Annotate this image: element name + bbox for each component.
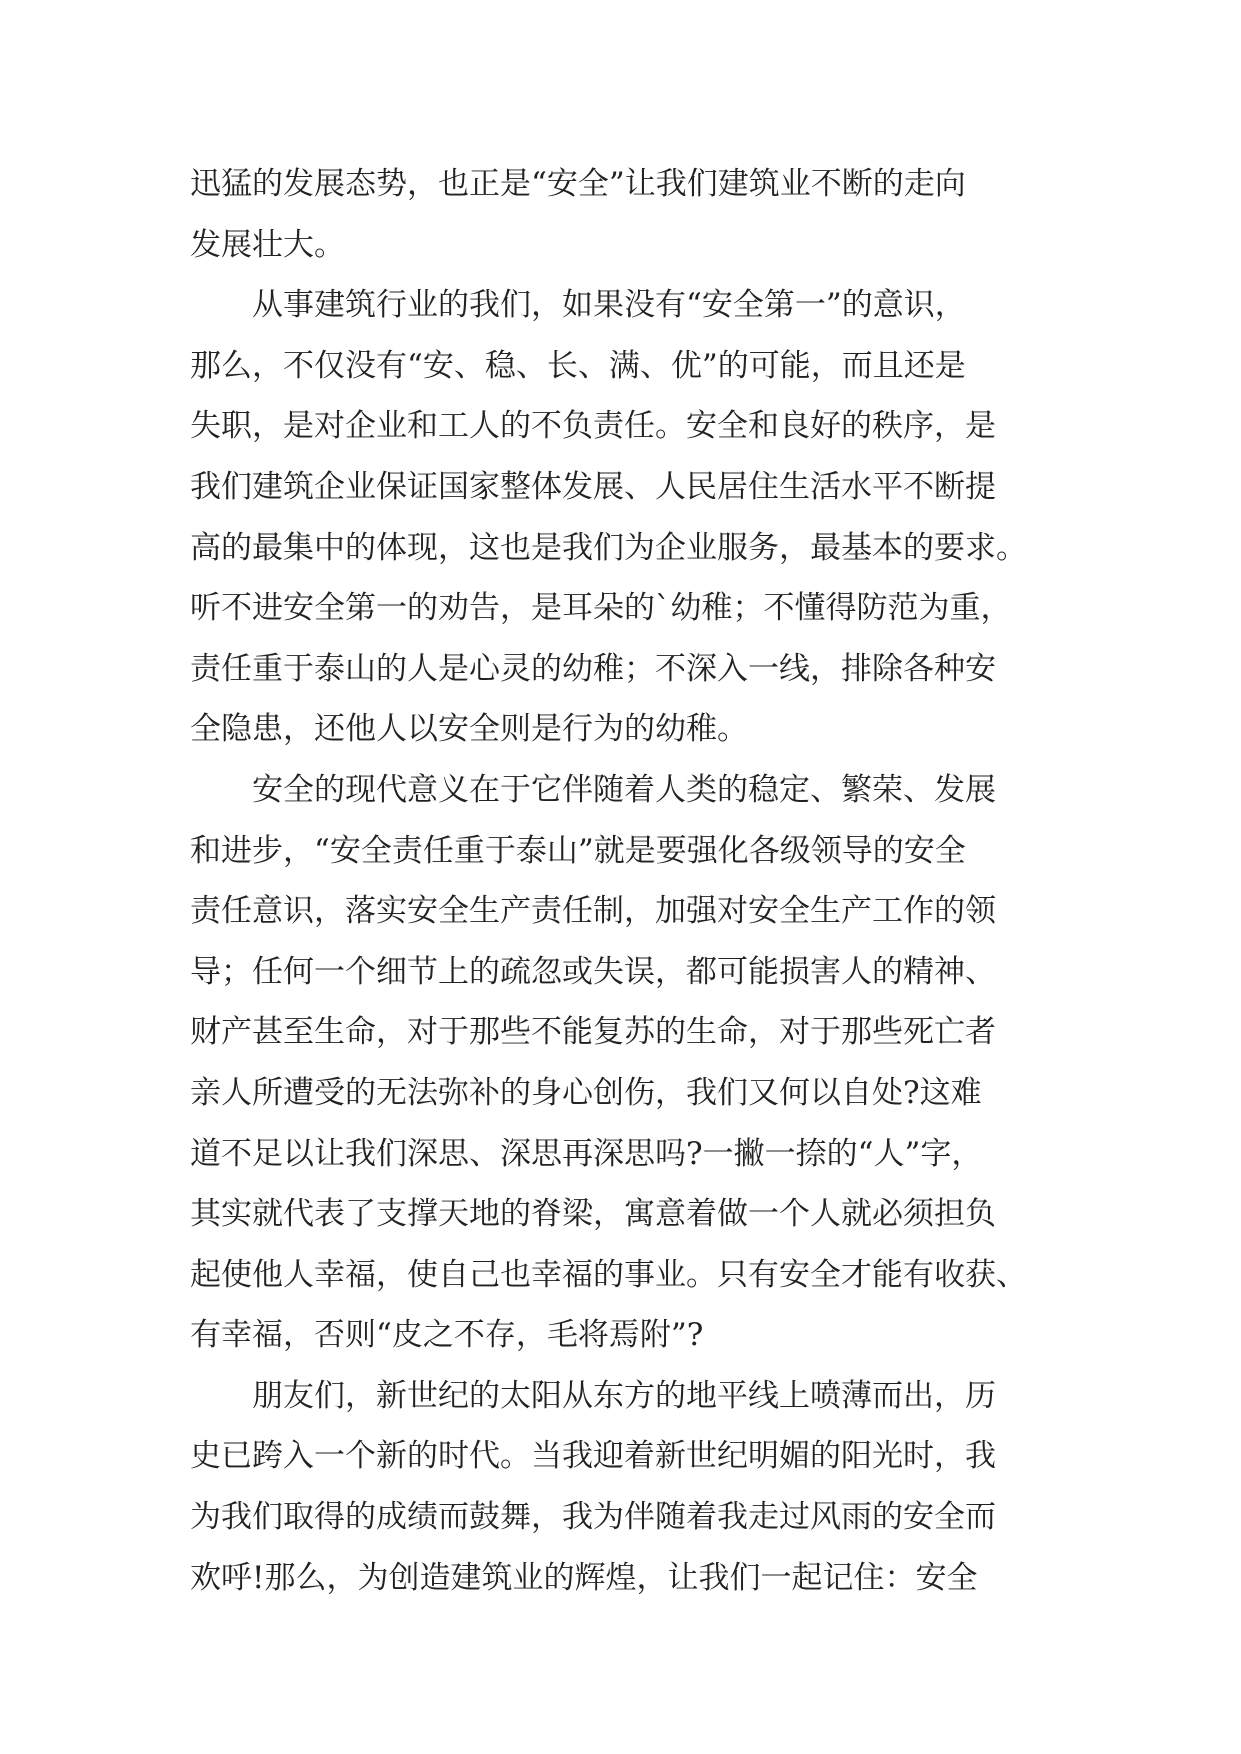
text-line: 和进步，“安全责任重于泰山”就是要强化各级领导的安全 bbox=[190, 832, 966, 869]
text-line: 财产甚至生命，对于那些不能复苏的生命，对于那些死亡者 bbox=[190, 1014, 996, 1051]
text-line: 安全的现代意义在于它伴随着人类的稳定、繁荣、发展 bbox=[190, 771, 996, 808]
text-line: 责任意识，落实安全生产责任制，加强对安全生产工作的领 bbox=[190, 893, 996, 930]
text-line: 其实就代表了支撑天地的脊梁，寓意着做一个人就必须担负 bbox=[190, 1196, 996, 1233]
text-line: 导；任何一个细节上的疏忽或失误，都可能损害人的精神、 bbox=[190, 953, 996, 990]
text-line: 欢呼!那么，为创造建筑业的辉煌，让我们一起记住：安全 bbox=[190, 1559, 978, 1596]
text-line: 史已跨入一个新的时代。当我迎着新世纪明媚的阳光时，我 bbox=[190, 1438, 996, 1475]
body-text bbox=[190, 154, 1070, 1608]
text-line: 道不足以让我们深思、深思再深思吗?一撇一捺的“人”字， bbox=[190, 1135, 983, 1172]
text-line: 有幸福，否则“皮之不存，毛将焉附”? bbox=[190, 1317, 704, 1354]
text-line: 起使他人幸福，使自己也幸福的事业。只有安全才能有收获、 bbox=[190, 1256, 1027, 1293]
text-line: 听不进安全第一的劝告，是耳朵的`幼稚；不懂得防范为重， bbox=[190, 590, 1012, 627]
text-line: 迅猛的发展态势，也正是“安全”让我们建筑业不断的走向 bbox=[190, 166, 966, 202]
text-line: 那么，不仅没有“安、稳、长、满、优”的可能，而且还是 bbox=[190, 347, 966, 384]
text-line: 亲人所遭受的无法弥补的身心创伤，我们又何以自处?这难 bbox=[190, 1074, 982, 1111]
text-line: 从事建筑行业的我们，如果没有“安全第一”的意识， bbox=[190, 287, 966, 324]
text-line: 责任重于泰山的人是心灵的幼稚；不深入一线，排除各种安 bbox=[190, 650, 996, 687]
text-line: 朋友们，新世纪的太阳从东方的地平线上喷薄而出，历 bbox=[190, 1377, 996, 1414]
text-line: 发展壮大。 bbox=[190, 226, 345, 263]
text-line: 我们建筑企业保证国家整体发展、人民居住生活水平不断提 bbox=[190, 468, 996, 505]
text-line: 为我们取得的成绩而鼓舞，我为伴随着我走过风雨的安全而 bbox=[190, 1499, 996, 1536]
text-line: 失职，是对企业和工人的不负责任。安全和良好的秩序，是 bbox=[190, 408, 996, 445]
text-line: 高的最集中的体现，这也是我们为企业服务，最基本的要求。 bbox=[190, 529, 1027, 566]
text-line: 全隐患，还他人以安全则是行为的幼稚。 bbox=[190, 711, 748, 748]
